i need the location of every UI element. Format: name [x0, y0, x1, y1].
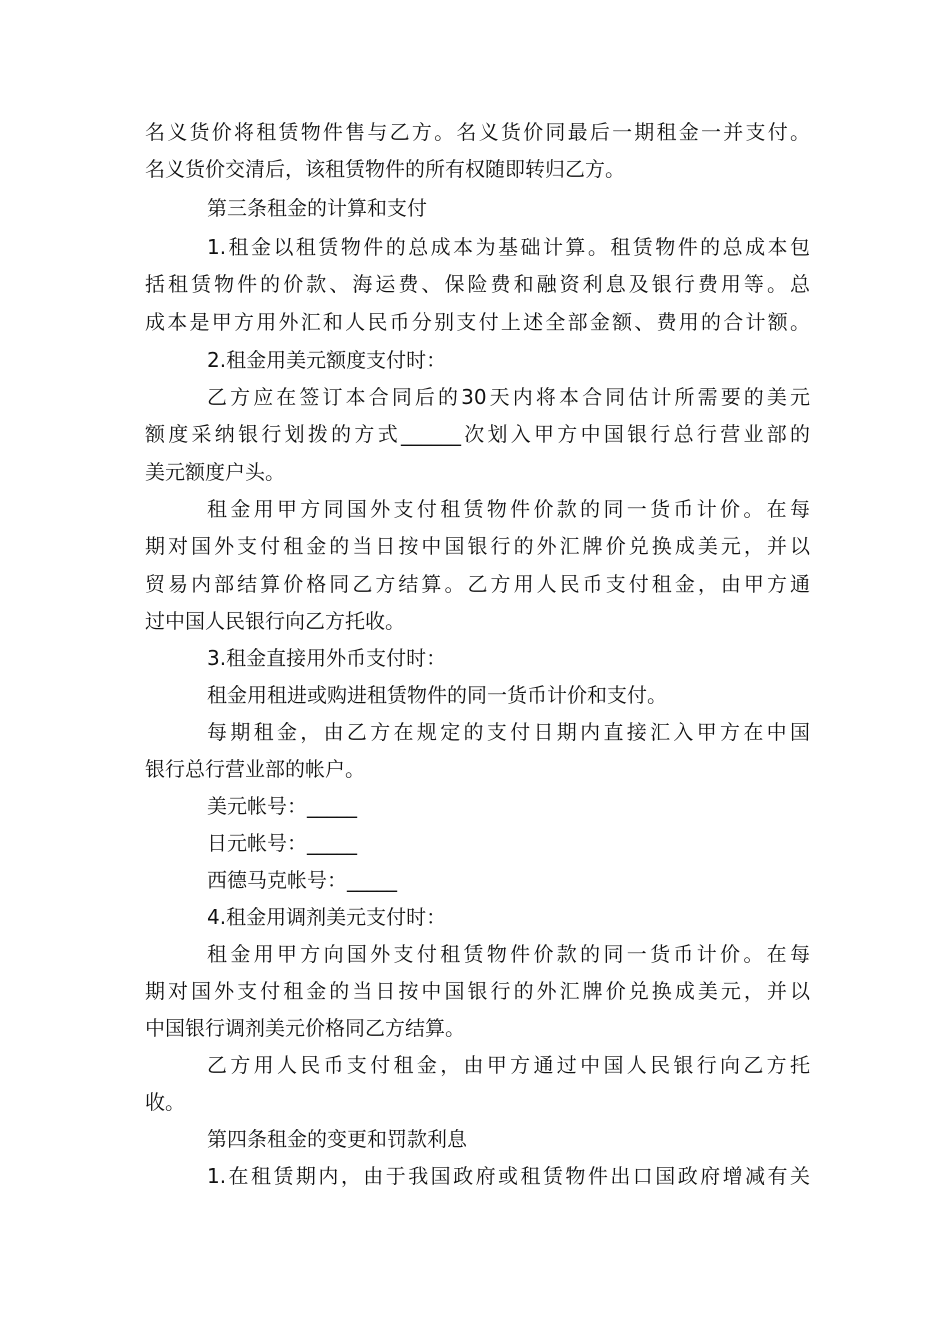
paragraph-line: 美元额度户头。: [145, 460, 285, 484]
paragraph-line: 期对国外支付租金的当日按中国银行的外汇牌价兑换成美元，并以: [145, 534, 810, 558]
paragraph-line: 名义货价将租赁物件售与乙方。名义货价同最后一期租金一并支付。: [145, 120, 810, 144]
section-heading: 第三条租金的计算和支付: [207, 196, 427, 220]
paragraph-line: 名义货价交清后，该租赁物件的所有权随即转归乙方。: [145, 157, 625, 181]
paragraph-line: 租金用租进或购进租赁物件的同一货币计价和支付。: [207, 683, 667, 707]
paragraph-line: 租金用甲方同国外支付租赁物件价款的同一货币计价。在每: [207, 497, 810, 521]
paragraph-line: 租金用甲方向国外支付租赁物件价款的同一货币计价。在每: [207, 942, 810, 966]
paragraph-line: 1.在租赁期内，由于我国政府或租赁物件出口国政府增减有关: [207, 1164, 810, 1188]
paragraph-line: 额度采纳银行划拨的方式______次划入甲方中国银行总行营业部的: [145, 422, 810, 446]
paragraph-line: 每期租金，由乙方在规定的支付日期内直接汇入甲方在中国: [207, 720, 810, 744]
paragraph-line: 1.租金以租赁物件的总成本为基础计算。租赁物件的总成本包: [207, 235, 810, 259]
paragraph-line: 乙方用人民币支付租金，由甲方通过中国人民银行向乙方托: [207, 1053, 810, 1077]
paragraph-line: 中国银行调剂美元价格同乙方结算。: [145, 1016, 465, 1040]
paragraph-line: 3.租金直接用外币支付时：: [207, 646, 447, 670]
account-line-jpy: 日元帐号：_____: [207, 831, 357, 855]
account-line-dem: 西德马克帐号：_____: [207, 868, 397, 892]
section-heading: 第四条租金的变更和罚款利息: [207, 1127, 467, 1151]
paragraph-line: 银行总行营业部的帐户。: [145, 757, 365, 781]
paragraph-line: 括租赁物件的价款、海运费、保险费和融资利息及银行费用等。总: [145, 272, 810, 296]
paragraph-line: 贸易内部结算价格同乙方结算。乙方用人民币支付租金，由甲方通: [145, 572, 810, 596]
paragraph-line: 4.租金用调剂美元支付时：: [207, 905, 447, 929]
paragraph-line: 乙方应在签订本合同后的30天内将本合同估计所需要的美元: [207, 385, 810, 409]
paragraph-line: 收。: [145, 1090, 185, 1114]
paragraph-line: 2.租金用美元额度支付时：: [207, 348, 447, 372]
paragraph-line: 成本是甲方用外汇和人民币分别支付上述全部金额、费用的合计额。: [145, 310, 810, 334]
paragraph-line: 过中国人民银行向乙方托收。: [145, 609, 405, 633]
paragraph-line: 期对国外支付租金的当日按中国银行的外汇牌价兑换成美元，并以: [145, 979, 810, 1003]
account-line-usd: 美元帐号：_____: [207, 794, 357, 818]
